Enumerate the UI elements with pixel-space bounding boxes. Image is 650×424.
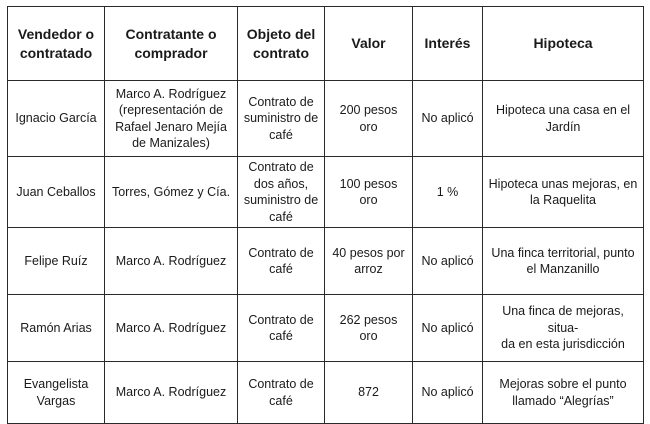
cell-valor: 200 pesos oro [325, 81, 413, 157]
cell-objeto: Contrato de café [238, 295, 325, 362]
cell-vendedor: Ramón Arias [8, 295, 105, 362]
document-table-container [7, 6, 643, 424]
table-row [8, 295, 644, 362]
cell-valor: 100 pesos oro [325, 157, 413, 228]
cell-objeto: Contrato de suministro de café [238, 81, 325, 157]
cell-hipoteca: Hipoteca unas mejoras, en la Raquelita [483, 157, 644, 228]
cell-contratante: Marco A. Rodríguez [105, 362, 238, 424]
cell-interes: No aplicó [413, 295, 483, 362]
cell-contratante: Marco A. Rodríguez [105, 228, 238, 295]
header-objeto: Objeto del contrato [238, 7, 325, 81]
header-vendedor: Vendedor o contratado [8, 7, 105, 81]
cell-objeto: Contrato de café [238, 228, 325, 295]
cell-vendedor: Evangelista Vargas [8, 362, 105, 424]
cell-vendedor: Ignacio García [8, 81, 105, 157]
cell-contratante: Marco A. Rodríguez [105, 295, 238, 362]
cell-vendedor: Felipe Ruíz [8, 228, 105, 295]
header-contratante: Contratante o comprador [105, 7, 238, 81]
cell-valor: 262 pesos oro [325, 295, 413, 362]
table-row [8, 362, 644, 424]
cell-objeto: Contrato de dos años, suministro de café [238, 157, 325, 228]
cell-objeto: Contrato de café [238, 362, 325, 424]
header-hipoteca: Hipoteca [483, 7, 644, 81]
cell-valor: 872 [325, 362, 413, 424]
cell-interes: No aplicó [413, 228, 483, 295]
table-row [8, 157, 644, 228]
cell-interes: No aplicó [413, 81, 483, 157]
cell-hipoteca: Mejoras sobre el punto llamado “Alegrías” [483, 362, 644, 424]
cell-hipoteca: Una finca territorial, punto el Manzanillo [483, 228, 644, 295]
table-header-row [8, 7, 644, 81]
cell-hipoteca: Hipoteca una casa en el Jardín [483, 81, 644, 157]
table-row [8, 228, 644, 295]
cell-interes: 1 % [413, 157, 483, 228]
cell-contratante: Marco A. Rodríguez (representación de Rafael Jenaro Mejía de Manizales) [105, 81, 238, 157]
cell-hipoteca: Una finca de mejoras, situa- da en esta jurisdicción [483, 295, 644, 362]
header-interes: Interés [413, 7, 483, 81]
cell-valor: 40 pesos por arroz [325, 228, 413, 295]
cell-contratante: Torres, Gómez y Cía. [105, 157, 238, 228]
header-valor: Valor [325, 7, 413, 81]
cell-interes: No aplicó [413, 362, 483, 424]
table-row [8, 81, 644, 157]
cell-vendedor: Juan Ceballos [8, 157, 105, 228]
contracts-table [7, 6, 644, 424]
